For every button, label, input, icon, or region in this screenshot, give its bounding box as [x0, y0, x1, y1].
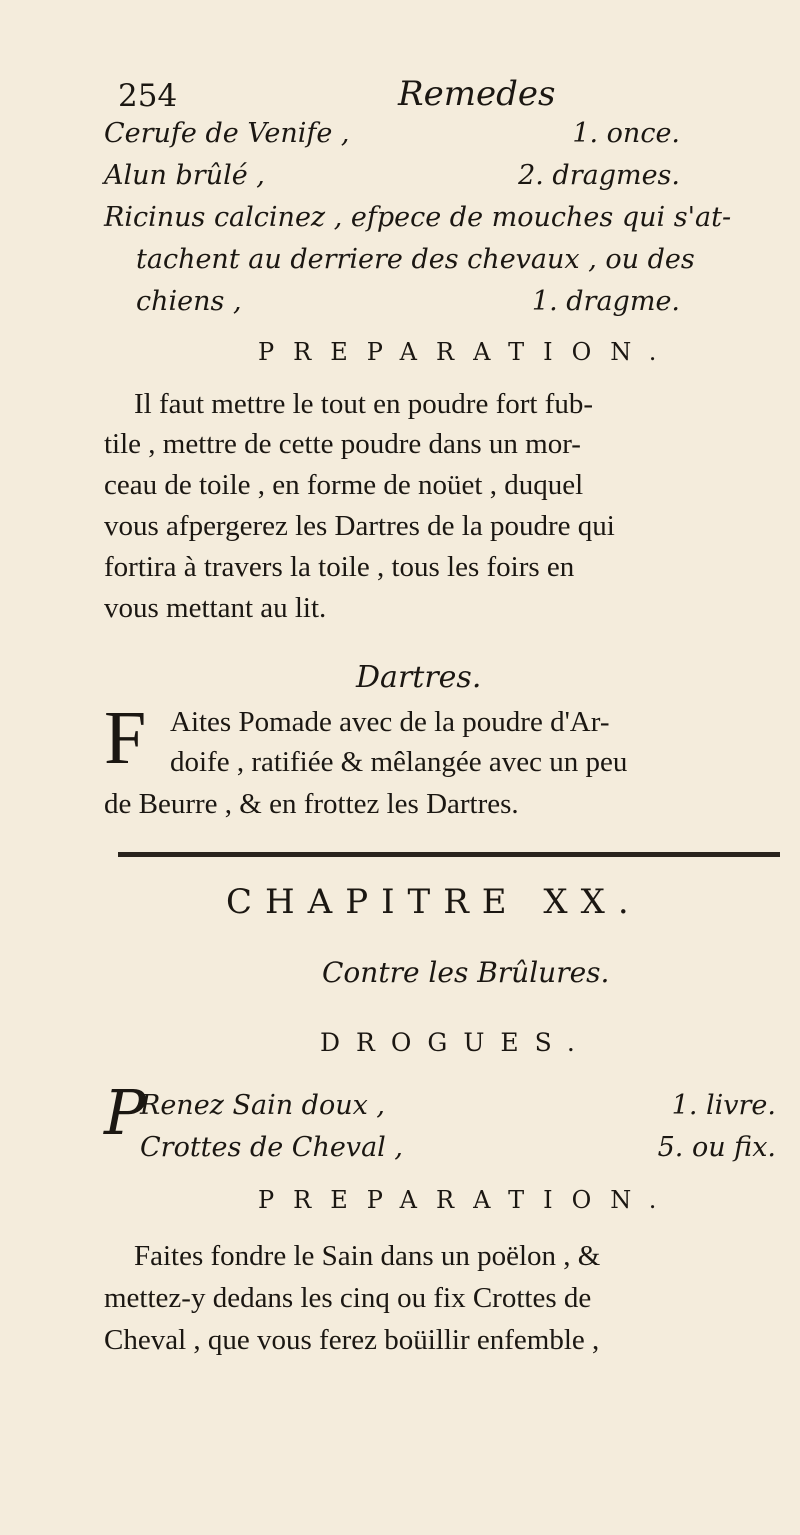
ingredient-qty: 1. dragme. [531, 286, 680, 317]
running-head: Remedes [398, 74, 556, 114]
ingredient-name: Cerufe de Venife , [104, 118, 350, 149]
page-number: 254 [118, 78, 178, 114]
paragraph-line: de Beurre , & en frottez les Dartres. [104, 788, 519, 820]
preparation-heading: PREPARATION. [258, 1186, 676, 1214]
chapter-divider [118, 852, 780, 857]
drop-cap: F [104, 696, 147, 780]
ingredient-qty: 1. livre. [671, 1090, 776, 1121]
ingredient-row [136, 286, 680, 326]
ingredient-qty: 1. once. [572, 118, 680, 149]
ingredient-row [140, 1132, 776, 1172]
ingredient-name: Crottes de Cheval , [140, 1132, 403, 1163]
drogues-heading: DROGUES. [320, 1028, 591, 1057]
chapter-title: CHAPITRE XX. [226, 882, 642, 922]
ingredient-name: Renez Sain doux , [140, 1090, 386, 1121]
chapter-subtitle: Contre les Brûlures. [322, 956, 610, 989]
paragraph-line: vous afpergerez les Dartres de la poudre qui [104, 510, 615, 542]
paragraph-line: ceau de toile , en forme de noüet , duquel [104, 469, 584, 501]
paragraph-line: tile , mettre de cette poudre dans un mor- [104, 428, 581, 460]
ingredient-row [104, 160, 680, 200]
ingredient-name: Alun brûlé , [104, 160, 265, 191]
ricinus-line-2: tachent au derriere des chevaux , ou des [136, 244, 695, 275]
ingredient-row [104, 118, 680, 158]
paragraph-line: mettez-y dedans les cinq ou fix Crottes de [104, 1282, 592, 1314]
ricinus-line-1: Ricinus calcinez , efpece de mouches qui s'at- [104, 202, 732, 233]
paragraph-line: Il faut mettre le tout en poudre fort fub- [134, 388, 594, 420]
paragraph-line: vous mettant au lit. [104, 592, 327, 624]
paragraph-line: Cheval , que vous ferez boüillir enfemble , [104, 1324, 600, 1356]
paragraph-line: doife , ratifiée & mêlangée avec un peu [170, 746, 628, 778]
drop-cap: P [104, 1076, 146, 1149]
ingredient-row [140, 1090, 776, 1130]
ingredient-qty: 5. ou fix. [657, 1132, 776, 1163]
ingredient-name: chiens , [136, 286, 242, 317]
paragraph-line: Faites fondre le Sain dans un poëlon , & [134, 1240, 601, 1272]
paragraph-line: Aites Pomade avec de la poudre d'Ar- [170, 706, 610, 738]
paragraph-line: fortira à travers la toile , tous les foirs en [104, 551, 575, 583]
section-title: Dartres. [356, 660, 482, 695]
ingredient-qty: 2. dragmes. [518, 160, 680, 191]
preparation-paragraph [104, 384, 780, 425]
preparation-heading: PREPARATION. [258, 338, 676, 366]
